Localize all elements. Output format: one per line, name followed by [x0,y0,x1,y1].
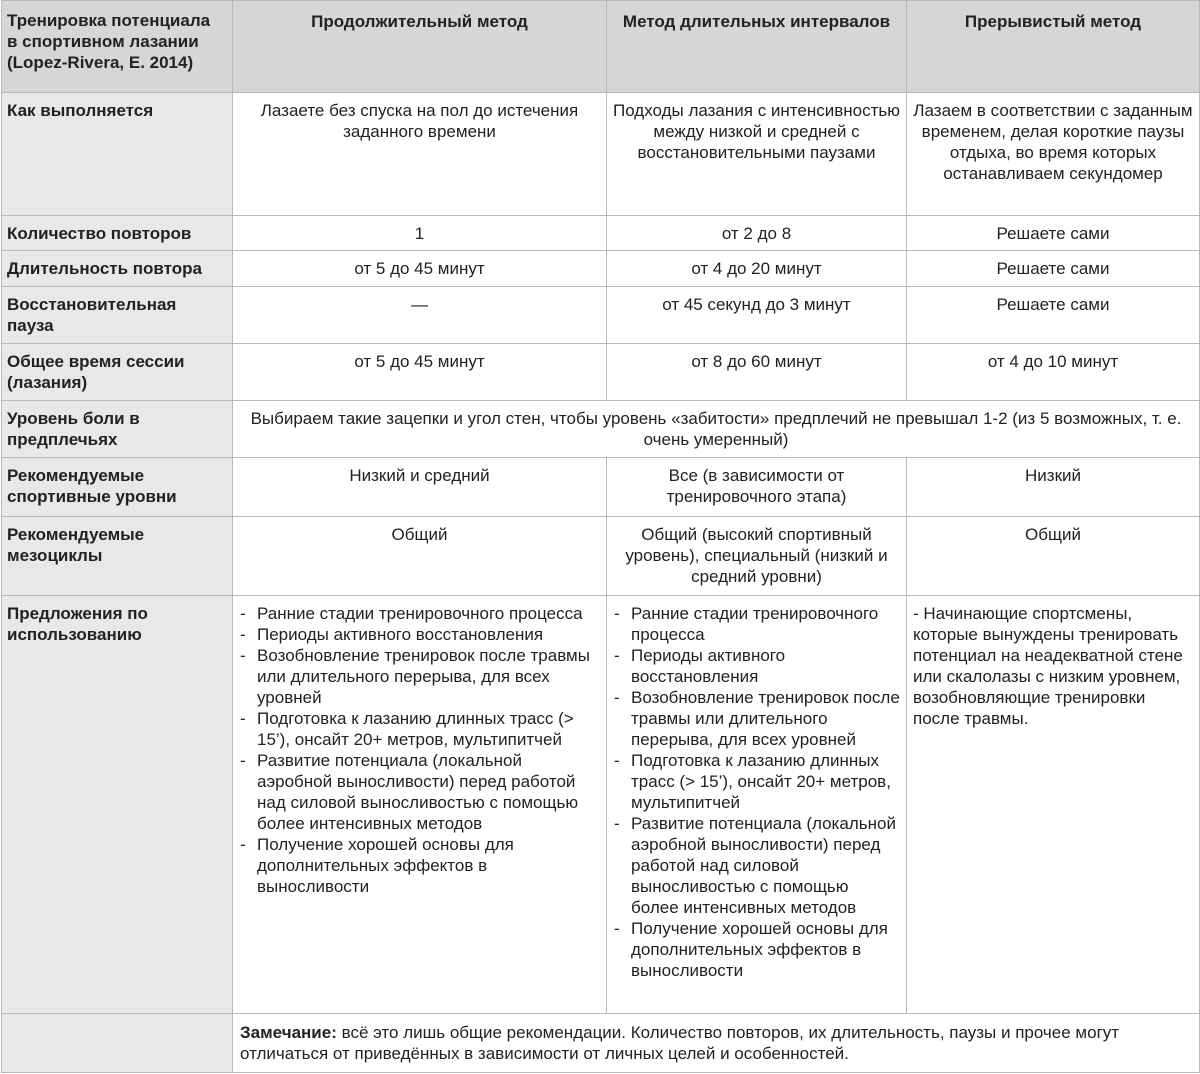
dash-marker: - [614,751,620,770]
list-item: - Развитие потенциала (локальной аэробной выносливости) перед работой над силовой выносливостью с помощью более интенсивных методов [614,814,896,917]
list-item: - Получение хорошей основы для дополнительных эффектов в выносливости [240,835,514,896]
cell-suggestions-continuous [233,596,607,1014]
dash-marker: - [240,625,246,644]
row-label-levels: Рекомендуемые спортивные уровни [2,458,233,517]
methods-comparison-table [1,0,1200,1073]
cell-how-intermittent: Лазаем в соответствии с заданным временем, делая короткие паузы отдыха, во время которых останавливаем секундомер [907,93,1200,216]
table-row-suggestions [2,596,1200,1014]
cell-duration-intermittent: Решаете сами [907,251,1200,287]
list-item: - Периоды активного восстановления [614,646,786,686]
row-label-how: Как выполняется [2,93,233,216]
list-item: - Развитие потенциала (локальной аэробной выносливости) перед работой над силовой выносливостью с помощью более интенсивных методов [240,751,579,833]
cell-levels-continuous: Низкий и средний [233,458,607,517]
suggestions-list-continuous [233,596,606,897]
row-label-total-time: Общее время сессии (лазания) [2,344,233,401]
column-header-long-intervals: Метод длительных интервалов [607,1,907,93]
row-label-mesocycles: Рекомендуемые мезоциклы [2,517,233,596]
table-header-row [2,1,1200,93]
row-label-pain-level: Уровень боли в предплечьях [2,401,233,458]
dash-marker: - [240,646,246,665]
table-title-cell [2,1,233,93]
dash-marker: - [240,709,246,728]
list-item: - Получение хорошей основы для дополнительных эффектов в выносливости [614,919,888,980]
cell-how-continuous: Лазаете без спуска на пол до истечения заданного времени [233,93,607,216]
table-title-line-1: Тренировка потенциала [7,11,211,30]
dash-marker: - [614,604,620,623]
table-row-how [2,93,1200,216]
cell-how-long-intervals: Подходы лазания с интенсивностью между низкой и средней с восстановительными паузами [607,93,907,216]
table-row-levels [2,458,1200,517]
dash-marker: - [614,919,620,938]
cell-suggestions-intermittent: - Начинающие спортсмены, которые вынуждены тренировать потенциал на неадекватной стене или скалолазы с низким уровнем, возобновляющие тренировки после травмы. [907,596,1200,1014]
cell-duration-long-intervals: от 4 до 20 минут [607,251,907,287]
table-row-total-time [2,344,1200,401]
cell-levels-intermittent: Низкий [907,458,1200,517]
dash-marker: - [240,604,246,623]
list-item: - Ранние стадии тренировочного процесса [614,604,879,644]
cell-suggestions-long-intervals [607,596,907,1014]
table-row-reps [2,216,1200,251]
table-row-duration [2,251,1200,287]
cell-duration-continuous: от 5 до 45 минут [233,251,607,287]
table-row-mesocycles [2,517,1200,596]
cell-reps-continuous: 1 [233,216,607,251]
row-label-pause: Восстановительная пауза [2,287,233,344]
row-label-reps: Количество повторов [2,216,233,251]
table-row-pain-level [2,401,1200,458]
column-header-intermittent: Прерывистый метод [907,1,1200,93]
cell-total-intermittent: от 4 до 10 минут [907,344,1200,401]
cell-total-continuous: от 5 до 45 минут [233,344,607,401]
note-label-cell-empty [2,1014,233,1073]
cell-pause-long-intervals: от 45 секунд до 3 минут [607,287,907,344]
cell-reps-intermittent: Решаете сами [907,216,1200,251]
cell-reps-long-intervals: от 2 до 8 [607,216,907,251]
cell-total-long-intervals: от 8 до 60 минут [607,344,907,401]
dash-marker: - [240,751,246,770]
list-item: - Возобновление тренировок после травмы или длительного перерыва, для всех уровней [240,646,590,707]
table-row-note [2,1014,1200,1073]
list-item: - Подготовка к лазанию длинных трасс (> 15’), онсайт 20+ метров, мультипитчей [240,709,574,749]
cell-meso-continuous: Общий [233,517,607,596]
cell-pause-intermittent: Решаете сами [907,287,1200,344]
note-label: Замечание: [240,1023,337,1042]
list-item: - Возобновление тренировок после травмы или длительного перерыва, для всех уровней [614,688,900,749]
table-title-source: (Lopez-Rivera, E. 2014) [7,53,194,72]
cell-levels-long-intervals: Все (в зависимости от тренировочного этапа) [607,458,907,517]
dash-marker: - [614,814,620,833]
table-row-pause [2,287,1200,344]
dash-marker: - [614,646,620,665]
cell-meso-long-intervals: Общий (высокий спортивный уровень), специальный (низкий и средний уровни) [607,517,907,596]
column-header-continuous: Продолжительный метод [233,1,607,93]
list-item: - Подготовка к лазанию длинных трасс (> 15’), онсайт 20+ метров, мультипитчей [614,751,891,812]
row-label-duration: Длительность повтора [2,251,233,287]
cell-pain-level-all: Выбираем такие зацепки и угол стен, чтобы уровень «забитости» предплечий не превышал 1-2 (из 5 возможных, т. е. очень умеренный) [233,401,1200,458]
cell-meso-intermittent: Общий [907,517,1200,596]
dash-marker: - [240,835,246,854]
list-item: - Ранние стадии тренировочного процесса [240,604,583,623]
suggestions-list-long-intervals [607,596,906,981]
dash-marker: - [614,688,620,707]
list-item: - Периоды активного восстановления [240,625,544,644]
row-label-suggestions: Предложения по использованию [2,596,233,1014]
note-text: всё это лишь общие рекомендации. Количество повторов, их длительность, паузы и прочее могут отличаться от приведённых в зависимости от личных целей и особенностей. [240,1023,1120,1063]
table-title-line-2: в спортивном лазании [7,32,199,51]
note-cell [233,1014,1200,1073]
cell-pause-continuous: — [233,287,607,344]
